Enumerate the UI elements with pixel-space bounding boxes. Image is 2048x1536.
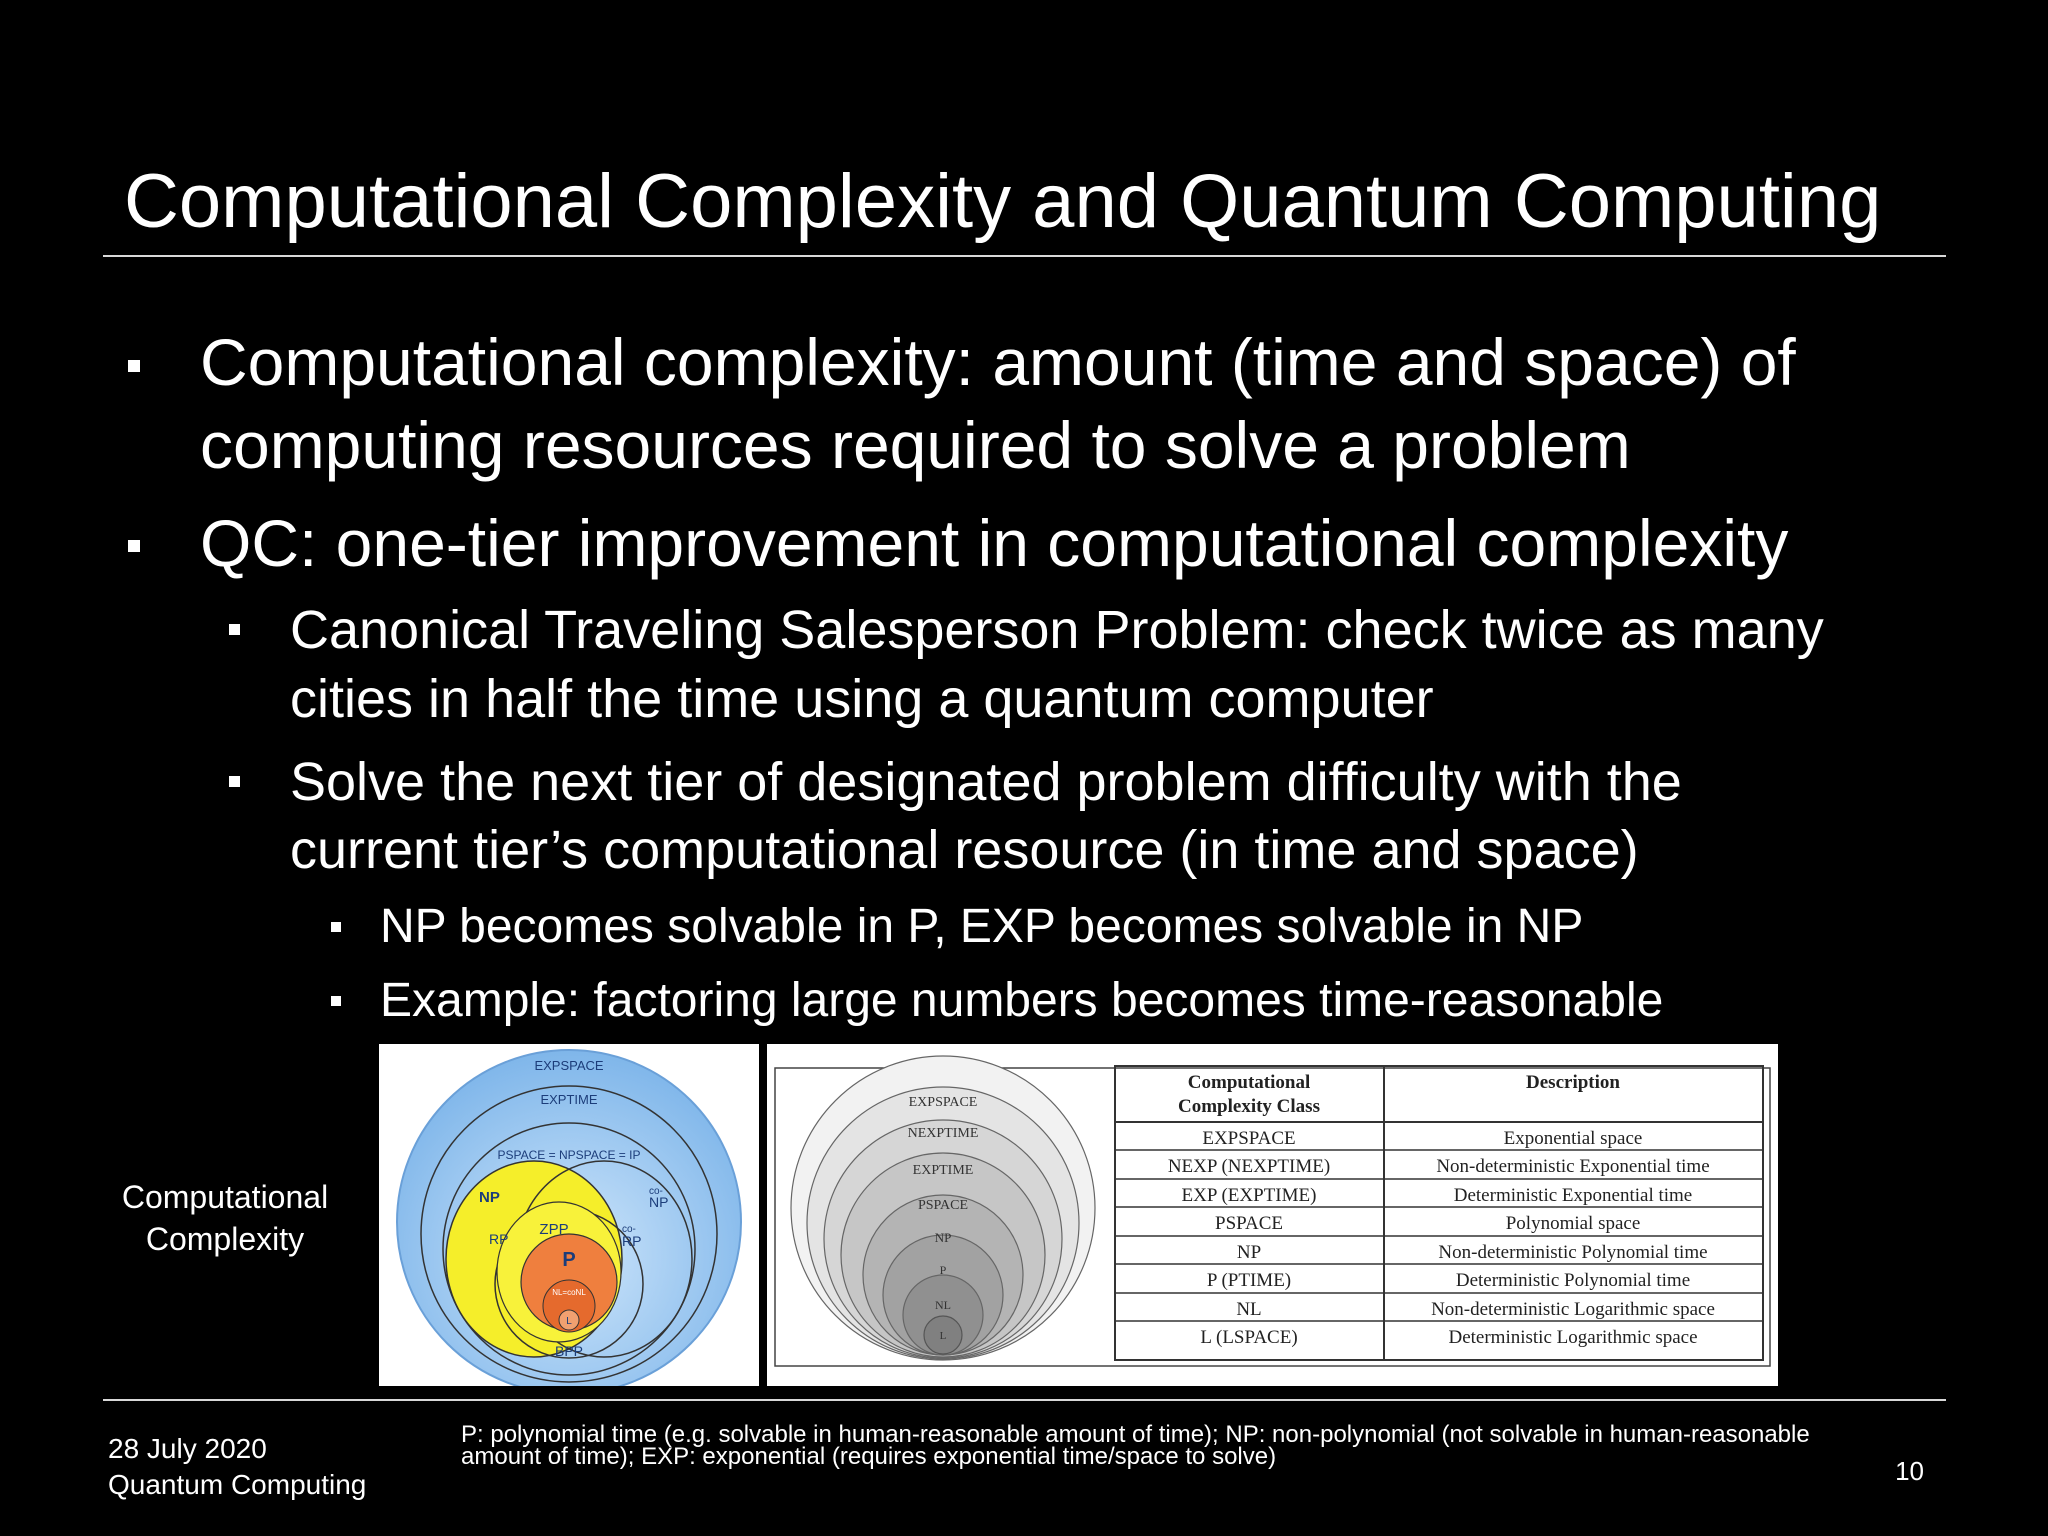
figure-caption-line: Computational (121, 1179, 329, 1215)
table-cell: Deterministic Exponential time (1453, 1185, 1693, 1206)
table-cell: P (PTIME) (1206, 1270, 1292, 1291)
table-cell: Exponential space (1503, 1128, 1643, 1149)
table-cell: Deterministic Logarithmic space (1448, 1327, 1698, 1348)
page-number: 10 (1895, 1456, 1924, 1486)
circle-label: EXPSPACE (908, 1095, 978, 1110)
table-header: Complexity Class (1178, 1096, 1320, 1117)
footer-course: Quantum Computing (108, 1469, 367, 1500)
bullet-text: NP becomes solvable in P, EXP becomes solvable in NP (380, 900, 1584, 953)
bullet-marker (331, 922, 341, 932)
footer-divider (103, 1399, 1946, 1401)
circle-label: L (939, 1330, 947, 1342)
figure-caption (100, 1176, 350, 1260)
complexity-classes-diagram (379, 1044, 759, 1386)
bullet-text: Computational complexity: amount (time and space) of (200, 325, 1796, 399)
bullet-marker (229, 624, 240, 635)
table-header: Description (1526, 1072, 1620, 1093)
label-zpp: ZPP (539, 1221, 569, 1238)
circle-label: P (939, 1263, 947, 1277)
bullet-text: computing resources required to solve a problem (200, 408, 1631, 482)
label-pspace: PSPACE = NPSPACE = IP (497, 1148, 641, 1162)
footer-date: 28 July 2020 (108, 1433, 267, 1464)
table-cell: EXPSPACE (1202, 1128, 1296, 1149)
bullet-text: current tier’s computational resource (in time and space) (290, 820, 1639, 880)
label-co: co- (649, 1186, 663, 1197)
label-exptime: EXPTIME (540, 1092, 598, 1107)
label-nl: NL=coNL (552, 1288, 586, 1297)
circle-label: NL (935, 1298, 951, 1312)
bullet-marker (229, 776, 240, 787)
bullet-text: Canonical Traveling Salesperson Problem: check twice as many (290, 600, 1824, 660)
bullet-marker (128, 540, 140, 552)
label-conp: NP (649, 1194, 669, 1210)
circle-label: NEXPTIME (907, 1126, 979, 1141)
label-rp: RP (489, 1231, 509, 1247)
table-cell: Non-deterministic Logarithmic space (1431, 1299, 1715, 1320)
label-l: L (566, 1316, 572, 1327)
table-cell: EXP (EXPTIME) (1181, 1185, 1317, 1206)
circle-label: NP (934, 1230, 952, 1245)
table-cell: Non-deterministic Polynomial time (1438, 1242, 1708, 1263)
label-corp: RP (622, 1233, 642, 1249)
footnote-line: amount of time); EXP: exponential (requires exponential time/space to solve) (461, 1443, 1277, 1470)
circle-label: EXPTIME (912, 1163, 974, 1178)
table-cell: NEXP (NEXPTIME) (1167, 1156, 1331, 1177)
bullet-text: QC: one-tier improvement in computational complexity (200, 506, 1789, 580)
label-np: NP (479, 1189, 500, 1206)
complexity-classes-svg (379, 1044, 759, 1386)
bullet-marker (331, 996, 341, 1006)
table-cell: Deterministic Polynomial time (1455, 1270, 1691, 1291)
table-cell: L (LSPACE) (1200, 1327, 1298, 1348)
table-cell: NL (1236, 1299, 1262, 1320)
table-cell: NP (1236, 1242, 1262, 1263)
gray-circles (791, 1056, 1095, 1360)
footnote-line: P: polynomial time (e.g. solvable in human-reasonable amount of time); NP: non-polynomial (not solvable in human-reasonable (461, 1421, 1810, 1448)
complexity-table-figure (767, 1044, 1778, 1386)
slide-title: Computational Complexity and Quantum Computing (124, 159, 1882, 244)
bullet-marker (128, 360, 140, 372)
table-cell: PSPACE (1215, 1213, 1283, 1234)
table-cell: Non-deterministic Exponential time (1436, 1156, 1710, 1177)
table-cell: Polynomial space (1505, 1213, 1641, 1234)
bullet-text: Solve the next tier of designated problem difficulty with the (290, 752, 1682, 812)
figure-caption-line: Complexity (145, 1221, 305, 1257)
table-header: Computational (1187, 1072, 1311, 1093)
label-p: P (562, 1249, 576, 1271)
title-divider (103, 255, 1946, 257)
label-co-rp: co- (622, 1224, 636, 1235)
label-expspace: EXPSPACE (534, 1058, 604, 1073)
bullet-text: cities in half the time using a quantum computer (290, 669, 1434, 729)
bullet-text: Example: factoring large numbers becomes time-reasonable (380, 974, 1664, 1027)
complexity-table-svg (767, 1044, 1778, 1386)
label-bpp: BPP (554, 1343, 584, 1359)
footnote (461, 1421, 1821, 1470)
circle-label: PSPACE (917, 1198, 969, 1213)
